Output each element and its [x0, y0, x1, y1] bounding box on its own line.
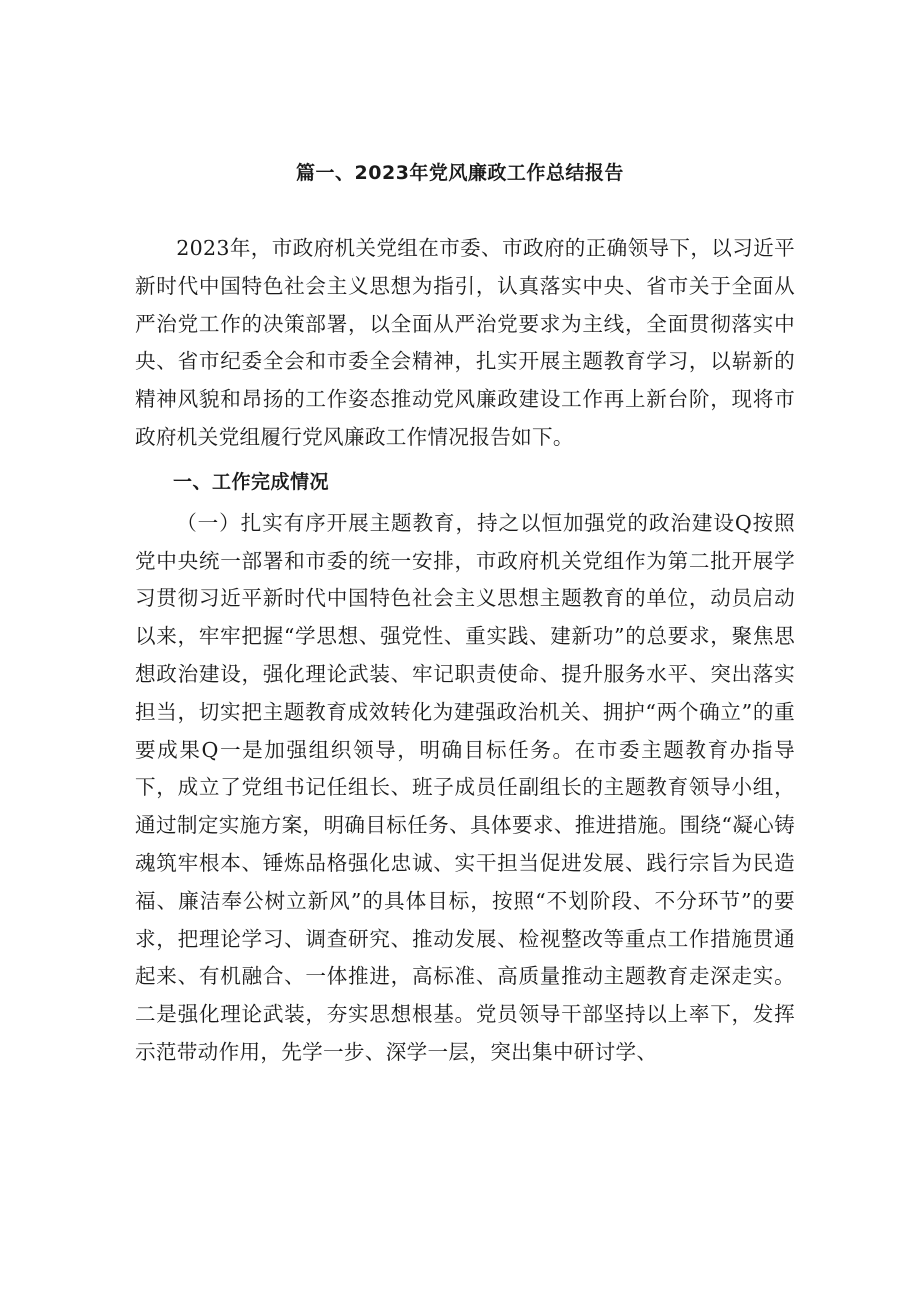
- section-paragraph: （一）扎实有序开展主题教育，持之以恒加强党的政治建设Q按照党中央统一部署和市委的统一安排，市政府机关党组作为第二批开展学习贯彻习近平新时代中国特色社会主义思想主题教育的单位，动员启动以来，牢牢把握“学思想、强党性、重实践、建新功”的总要求，聚焦思想政治建设，强化理论武装、牢记职责使命、提升服务水平、突出落实担当，切实把主题教育成效转化为建强政治机关、拥护“两个确立”的重要成果Q一是加强组织领导，明确目标任务。在市委主题教育办指导下，成立了党组书记任组长、班子成员任副组长的主题教育领导小组，通过制定实施方案，明确目标任务、具体要求、推进措施。围绕“凝心铸魂筑牢根本、锤炼品格强化忠诚、实干担当促进发展、践行宗旨为民造福、廉洁奉公树立新风”的具体目标，按照“不划阶段、不分环节”的要求，把理论学习、调查研究、推动发展、检视整改等重点工作措施贯通起来、有机融合、一体推进，高标准、高质量推动主题教育走深走实。二是强化理论武装，夯实思想根基。党员领导干部坚持以上率下，发挥示范带动作用，先学一步、深学一层，突出集中研讨学、: [135, 510, 795, 1064]
- document-title: 篇一、2023年党风廉政工作总结报告: [296, 162, 624, 184]
- intro-paragraph: 2023年，市政府机关党组在市委、市政府的正确领导下，以习近平新时代中国特色社会主义思想为指引，认真落实中央、省市关于全面从严治党工作的决策部署，以全面从严治党要求为主线，全面贯彻落实中央、省市纪委全会和市委全会精神，扎实开展主题教育学习，以崭新的精神风貌和昂扬的工作姿态推动党风廉政建设工作再上新台阶，现将市政府机关党组履行党风廉政工作情况报告如下。: [135, 236, 795, 449]
- section-heading: 一、工作完成情况: [173, 470, 330, 493]
- document-body: [135, 230, 795, 1072]
